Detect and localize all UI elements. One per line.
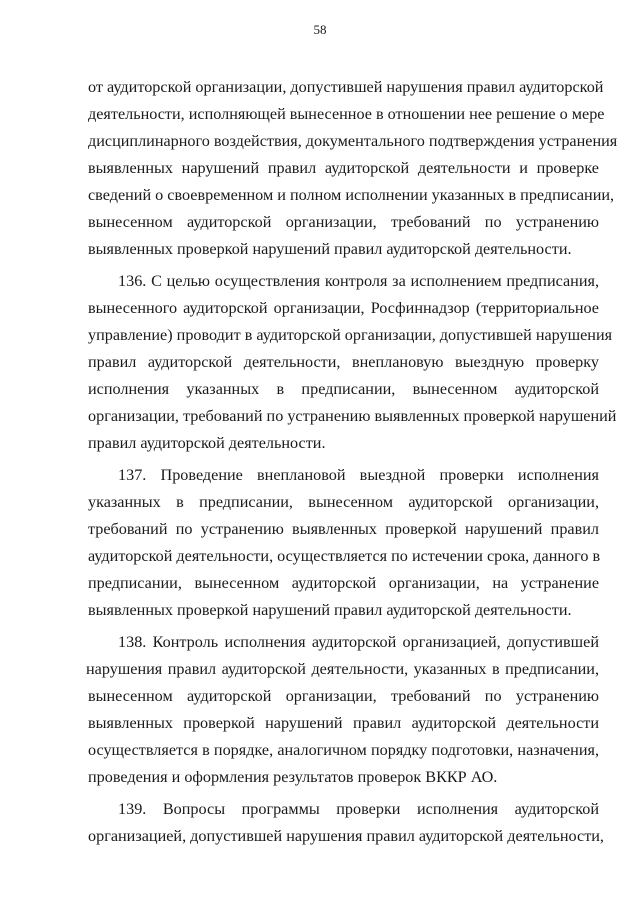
text-line: 136. С целью осуществления контроля за исполнением предписания, <box>118 272 599 290</box>
text-line: выявленных проверкой нарушений правил аудиторской деятельности. <box>88 601 572 619</box>
document-body <box>86 74 618 850</box>
paragraph-continuation <box>88 74 618 263</box>
paragraph-item-136 <box>88 268 617 457</box>
text-line: выявленных проверкой нарушений правил аудиторской деятельности. <box>88 240 572 258</box>
text-line: организации, требований по устранению выявленных проверкой нарушений <box>88 407 617 425</box>
text-line: исполнения указанных в предписании, вынесенном аудиторской <box>88 380 599 398</box>
text-line: предписании, вынесенном аудиторской организации, на устранение <box>88 574 599 592</box>
text-line: требований по устранению выявленных проверкой нарушений правил <box>88 520 599 538</box>
text-line: деятельности, исполняющей вынесенное в отношении нее решение о мере <box>88 105 605 123</box>
text-line: проведения и оформления результатов проверок ВККР АО. <box>88 768 498 786</box>
paragraph-item-137 <box>88 462 599 624</box>
page-number: 58 <box>313 22 327 37</box>
text-line: 138. Контроль исполнения аудиторской организацией, допустившей <box>118 633 599 651</box>
text-line: организацией, допустившей нарушения правил аудиторской деятельности, <box>88 827 604 845</box>
text-line: вынесенном аудиторской организации, требований по устранению <box>88 213 599 231</box>
text-line: вынесенного аудиторской организации, Росфиннадзор (территориальное <box>88 299 599 317</box>
text-line: 139. Вопросы программы проверки исполнения аудиторской <box>118 800 599 818</box>
paragraph-item-139 <box>88 796 604 850</box>
text-line: выявленных проверкой нарушений правил аудиторской деятельности <box>88 714 599 732</box>
text-line: указанных в предписании, вынесенном аудиторской организации, <box>88 493 599 511</box>
text-line: от аудиторской организации, допустившей нарушения правил аудиторской <box>88 78 604 96</box>
text-line: дисциплинарного воздействия, документального подтверждения устранения <box>88 132 618 150</box>
text-line: выявленных нарушений правил аудиторской деятельности и проверке <box>88 159 599 177</box>
text-line: управление) проводит в аудиторской организации, допустившей нарушения <box>88 326 613 344</box>
text-line: сведений о своевременном и полном исполнении указанных в предписании, <box>88 186 615 204</box>
paragraph-item-138 <box>88 629 599 791</box>
text-line: 137. Проведение внеплановой выездной проверки исполнения <box>118 466 599 484</box>
text-line: нарушения правил аудиторской деятельности, указанных в предписании, <box>86 660 599 678</box>
text-line: правил аудиторской деятельности. <box>88 434 326 452</box>
text-line: аудиторской деятельности, осуществляется по истечении срока, данного в <box>88 547 601 565</box>
text-line: осуществляется в порядке, аналогичном порядку подготовки, назначения, <box>88 741 599 759</box>
text-line: вынесенном аудиторской организации, требований по устранению <box>88 687 599 705</box>
text-line: правил аудиторской деятельности, внеплановую выездную проверку <box>88 353 599 371</box>
